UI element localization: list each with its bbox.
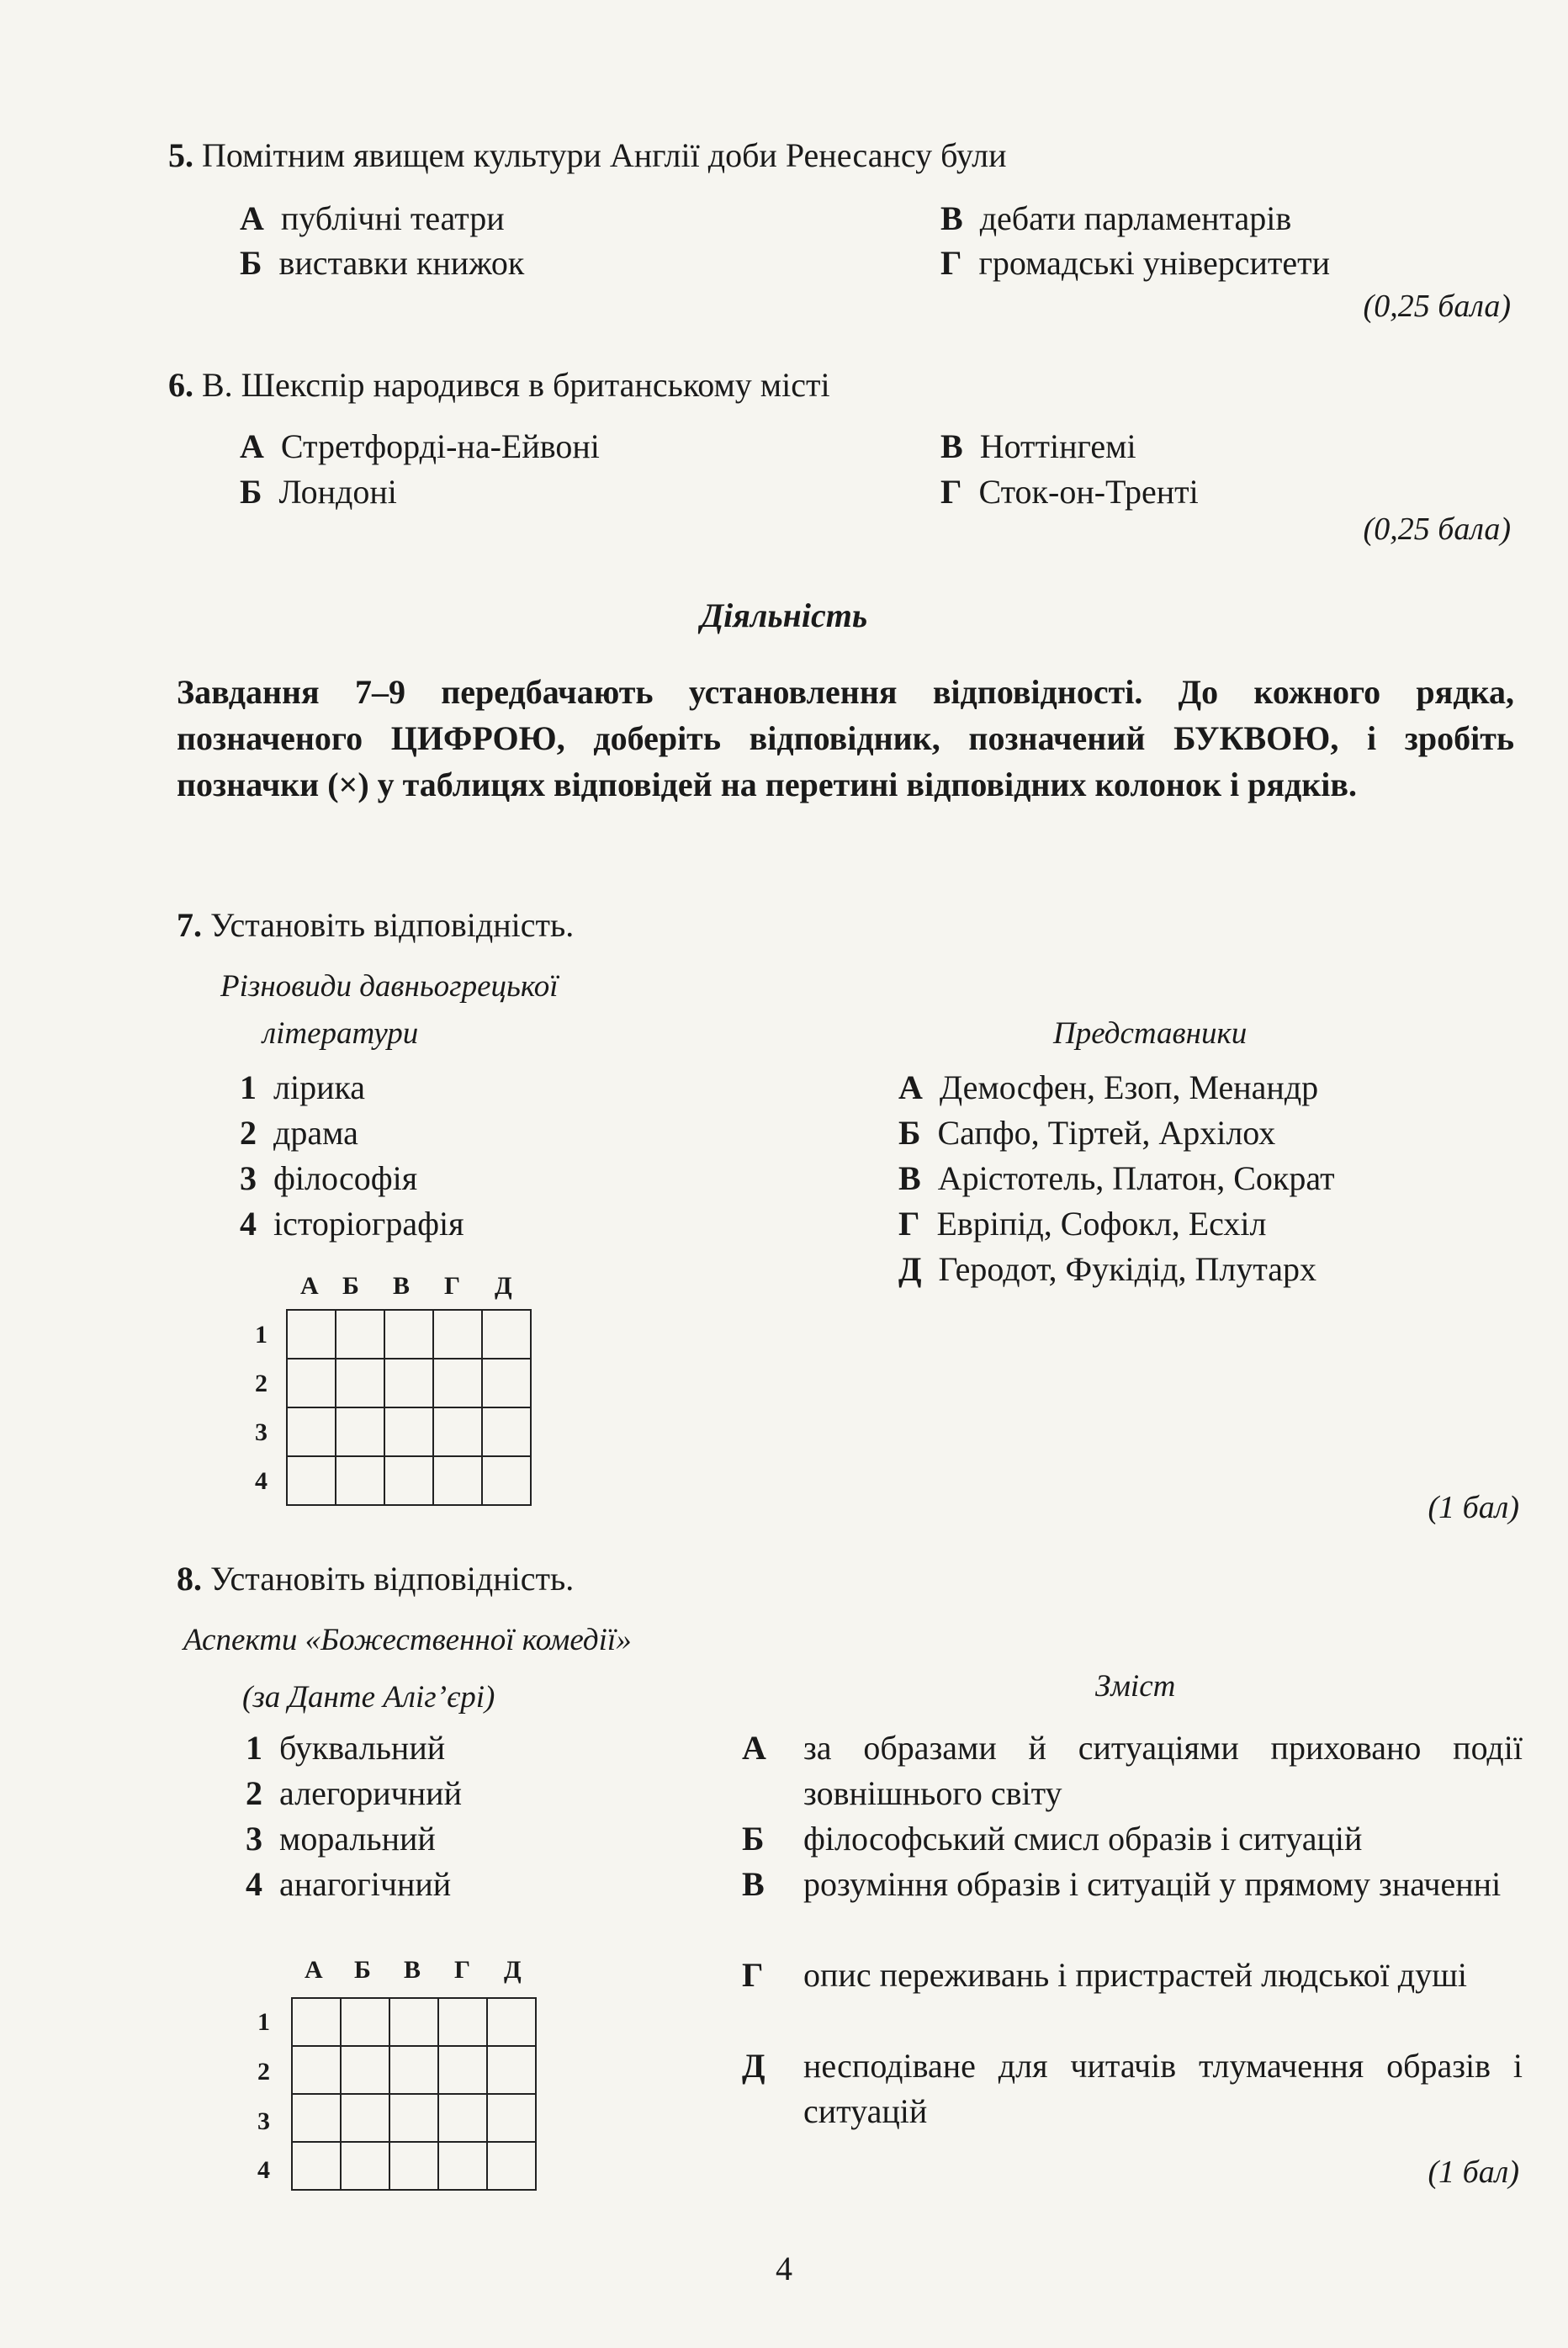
answer-cell[interactable] <box>482 1359 531 1407</box>
answer-cell[interactable] <box>287 1359 336 1407</box>
item-text: лірика <box>273 1068 366 1106</box>
item-text: розуміння образів і ситуацій у прямому значенні <box>803 1865 1502 1903</box>
answer-cell[interactable] <box>336 1407 384 1456</box>
answer-cell[interactable] <box>482 1407 531 1456</box>
option-g <box>940 242 1330 284</box>
answer-cell[interactable] <box>336 1456 384 1505</box>
grid-col-label: Б <box>342 1272 359 1300</box>
right-item <box>898 1248 1316 1291</box>
item-text: опис переживань і пристрастей людської душі <box>803 1956 1468 1994</box>
item-text: Геродот, Фукідід, Плутарх <box>938 1250 1317 1288</box>
grid-row-label: 1 <box>255 1321 268 1349</box>
option-text: публічні театри <box>280 199 505 237</box>
option-text: виставки книжок <box>278 244 525 282</box>
answer-cell[interactable] <box>433 1407 482 1456</box>
item-letter: Д <box>898 1250 922 1288</box>
grid-row-label: 2 <box>257 2058 270 2086</box>
answer-cell[interactable] <box>341 1998 389 2046</box>
question-text: Помітним явищем культури Англії доби Ренесансу були <box>202 136 1007 174</box>
item-letter: В <box>742 1865 765 1903</box>
answer-cell[interactable] <box>438 2094 487 2142</box>
item-number: 3 <box>246 1820 262 1858</box>
option-b <box>240 471 397 513</box>
answer-cell[interactable] <box>389 2046 438 2094</box>
answer-cell[interactable] <box>389 1998 438 2046</box>
option-a <box>240 198 505 240</box>
item-letter: Б <box>898 1114 921 1152</box>
left-item <box>246 1863 451 1905</box>
item-letter: В <box>898 1159 921 1197</box>
item-number: 4 <box>246 1865 262 1903</box>
grid-row-label: 3 <box>257 2107 270 2135</box>
answer-cell[interactable] <box>384 1456 433 1505</box>
item-number: 2 <box>240 1114 257 1152</box>
item-number: 4 <box>240 1205 257 1243</box>
score: (0,25 бала) <box>1363 511 1511 547</box>
answer-cell[interactable] <box>482 1310 531 1359</box>
section-instruction: Завдання 7–9 передбачають установлення відповідності. До кожного рядка, позначеного ЦИФРОЮ, доберіть відповідник, позначений БУКВОЮ, і зробіть позначки (×) у таблицях відповідей на перетині відповідних колонок і рядків. <box>177 673 1514 803</box>
option-b <box>240 242 524 284</box>
answer-cell[interactable] <box>433 1310 482 1359</box>
question-6 <box>168 364 830 406</box>
question-8 <box>177 1558 574 1600</box>
grid-row-label: 2 <box>255 1370 268 1397</box>
option-letter: А <box>240 427 264 465</box>
answer-cell[interactable] <box>389 2094 438 2142</box>
left-item <box>246 1818 436 1860</box>
option-text: громадські університети <box>978 244 1330 282</box>
answer-cell[interactable] <box>341 2046 389 2094</box>
answer-cell[interactable] <box>287 1310 336 1359</box>
grid-col-label: А <box>300 1272 319 1300</box>
option-text: дебати парламентарів <box>979 199 1292 237</box>
answer-cell[interactable] <box>487 2094 536 2142</box>
option-text: Ноттінгемі <box>979 427 1136 465</box>
answer-cell[interactable] <box>287 1456 336 1505</box>
grid-row-label: 1 <box>257 2008 270 2036</box>
option-v <box>940 198 1291 240</box>
column-header-right: Представники <box>1053 1016 1248 1051</box>
answer-cell[interactable] <box>487 1998 536 2046</box>
item-letter: А <box>898 1068 923 1106</box>
item-text: Евріпід, Софокл, Есхіл <box>936 1205 1267 1243</box>
item-number: 2 <box>246 1774 262 1812</box>
column-header-left: Різновиди давньогрецької <box>220 969 559 1004</box>
option-g <box>940 471 1199 513</box>
answer-cell[interactable] <box>438 2142 487 2190</box>
left-item <box>240 1203 464 1245</box>
question-number: 8. <box>177 1560 202 1598</box>
item-text: Арістотель, Платон, Сократ <box>937 1159 1335 1197</box>
grid-col-label: Г <box>454 1956 471 1984</box>
answer-cell[interactable] <box>438 2046 487 2094</box>
answer-grid <box>286 1309 532 1506</box>
answer-cell[interactable] <box>292 2094 341 2142</box>
right-item <box>898 1203 1266 1245</box>
grid-row-label: 4 <box>255 1467 268 1495</box>
right-item <box>898 1112 1275 1154</box>
answer-cell[interactable] <box>384 1359 433 1407</box>
answer-cell[interactable] <box>384 1407 433 1456</box>
item-text: алегоричний <box>279 1774 462 1812</box>
item-text: філософський смисл образів і ситуацій <box>803 1820 1363 1858</box>
page-number: 4 <box>776 2250 792 2287</box>
item-text: драма <box>273 1114 358 1152</box>
grid-col-label: В <box>393 1272 411 1300</box>
item-number: 1 <box>246 1729 262 1767</box>
score: (0,25 бала) <box>1363 289 1511 324</box>
answer-grid <box>291 1997 537 2191</box>
item-letter: А <box>742 1729 766 1767</box>
column-header-left: Аспекти «Божественної комедії» <box>183 1623 632 1657</box>
answer-cell[interactable] <box>487 2046 536 2094</box>
item-text: анагогічний <box>279 1865 452 1903</box>
item-text: історіографія <box>273 1205 464 1243</box>
grid-col-label: А <box>305 1956 323 1984</box>
answer-cell[interactable] <box>292 2142 341 2190</box>
item-letter: Г <box>898 1205 920 1243</box>
score: (1 бал) <box>1428 1490 1519 1525</box>
item-text: буквальний <box>279 1729 446 1767</box>
answer-cell[interactable] <box>487 2142 536 2190</box>
answer-cell[interactable] <box>287 1407 336 1456</box>
answer-cell[interactable] <box>292 2046 341 2094</box>
option-text: Лондоні <box>278 473 397 511</box>
option-letter: Б <box>240 244 262 282</box>
question-5 <box>168 135 1007 177</box>
item-letter: Д <box>742 2047 765 2085</box>
option-text: Стретфорді-на-Ейвоні <box>280 427 600 465</box>
question-number: 7. <box>177 906 202 944</box>
score: (1 бал) <box>1428 2155 1519 2190</box>
item-text: несподіване для читачів тлумачення образів і ситуацій <box>803 2047 1523 2130</box>
column-header-right: Зміст <box>1095 1669 1176 1704</box>
item-text: філософія <box>273 1159 418 1197</box>
item-text: за образами й ситуаціями приховано події зовнішнього світу <box>803 1729 1523 1812</box>
answer-cell[interactable] <box>336 1359 384 1407</box>
option-letter: Г <box>940 473 962 511</box>
item-text: Сапфо, Тіртей, Архілох <box>937 1114 1276 1152</box>
grid-col-label: Г <box>444 1272 461 1300</box>
item-letter: Г <box>742 1956 764 1994</box>
option-letter: В <box>940 427 963 465</box>
option-v <box>940 426 1136 468</box>
grid-row-label: 3 <box>255 1418 268 1446</box>
question-text: Установіть відповідність. <box>210 906 575 944</box>
answer-cell[interactable] <box>341 2142 389 2190</box>
left-item <box>240 1067 365 1109</box>
grid-col-label: Б <box>354 1956 371 1984</box>
question-text: В. Шекспір народився в британському місті <box>202 366 830 404</box>
question-7 <box>177 904 574 946</box>
answer-cell[interactable] <box>341 2094 389 2142</box>
item-text: Демосфен, Езоп, Менандр <box>939 1068 1319 1106</box>
answer-cell[interactable] <box>433 1359 482 1407</box>
answer-cell[interactable] <box>384 1310 433 1359</box>
option-letter: В <box>940 199 963 237</box>
question-number: 6. <box>168 366 193 404</box>
option-letter: А <box>240 199 264 237</box>
grid-col-label: В <box>404 1956 421 1984</box>
option-a <box>240 426 600 468</box>
grid-col-label: Д <box>495 1272 512 1300</box>
option-letter: Б <box>240 473 262 511</box>
item-number: 1 <box>240 1068 257 1106</box>
left-item <box>240 1158 417 1200</box>
answer-cell[interactable] <box>389 2142 438 2190</box>
item-text: моральний <box>279 1820 436 1858</box>
right-item <box>898 1158 1335 1200</box>
left-item <box>240 1112 358 1154</box>
answer-cell[interactable] <box>433 1456 482 1505</box>
option-letter: Г <box>940 244 962 282</box>
section-title: Діяльність <box>700 596 868 634</box>
answer-cell[interactable] <box>438 1998 487 2046</box>
answer-cell[interactable] <box>482 1456 531 1505</box>
item-number: 3 <box>240 1159 257 1197</box>
left-item <box>246 1727 445 1769</box>
grid-col-label: Д <box>504 1956 522 1984</box>
question-number: 5. <box>168 136 193 174</box>
column-header-left: (за Данте Аліг’єрі) <box>242 1680 495 1715</box>
question-text: Установіть відповідність. <box>210 1560 575 1598</box>
right-item <box>898 1067 1318 1109</box>
column-header-left: літератури <box>262 1016 419 1051</box>
answer-cell[interactable] <box>336 1310 384 1359</box>
grid-row-label: 4 <box>257 2156 270 2184</box>
option-text: Сток-он-Тренті <box>978 473 1199 511</box>
item-letter: Б <box>742 1820 765 1858</box>
left-item <box>246 1773 462 1815</box>
answer-cell[interactable] <box>292 1998 341 2046</box>
